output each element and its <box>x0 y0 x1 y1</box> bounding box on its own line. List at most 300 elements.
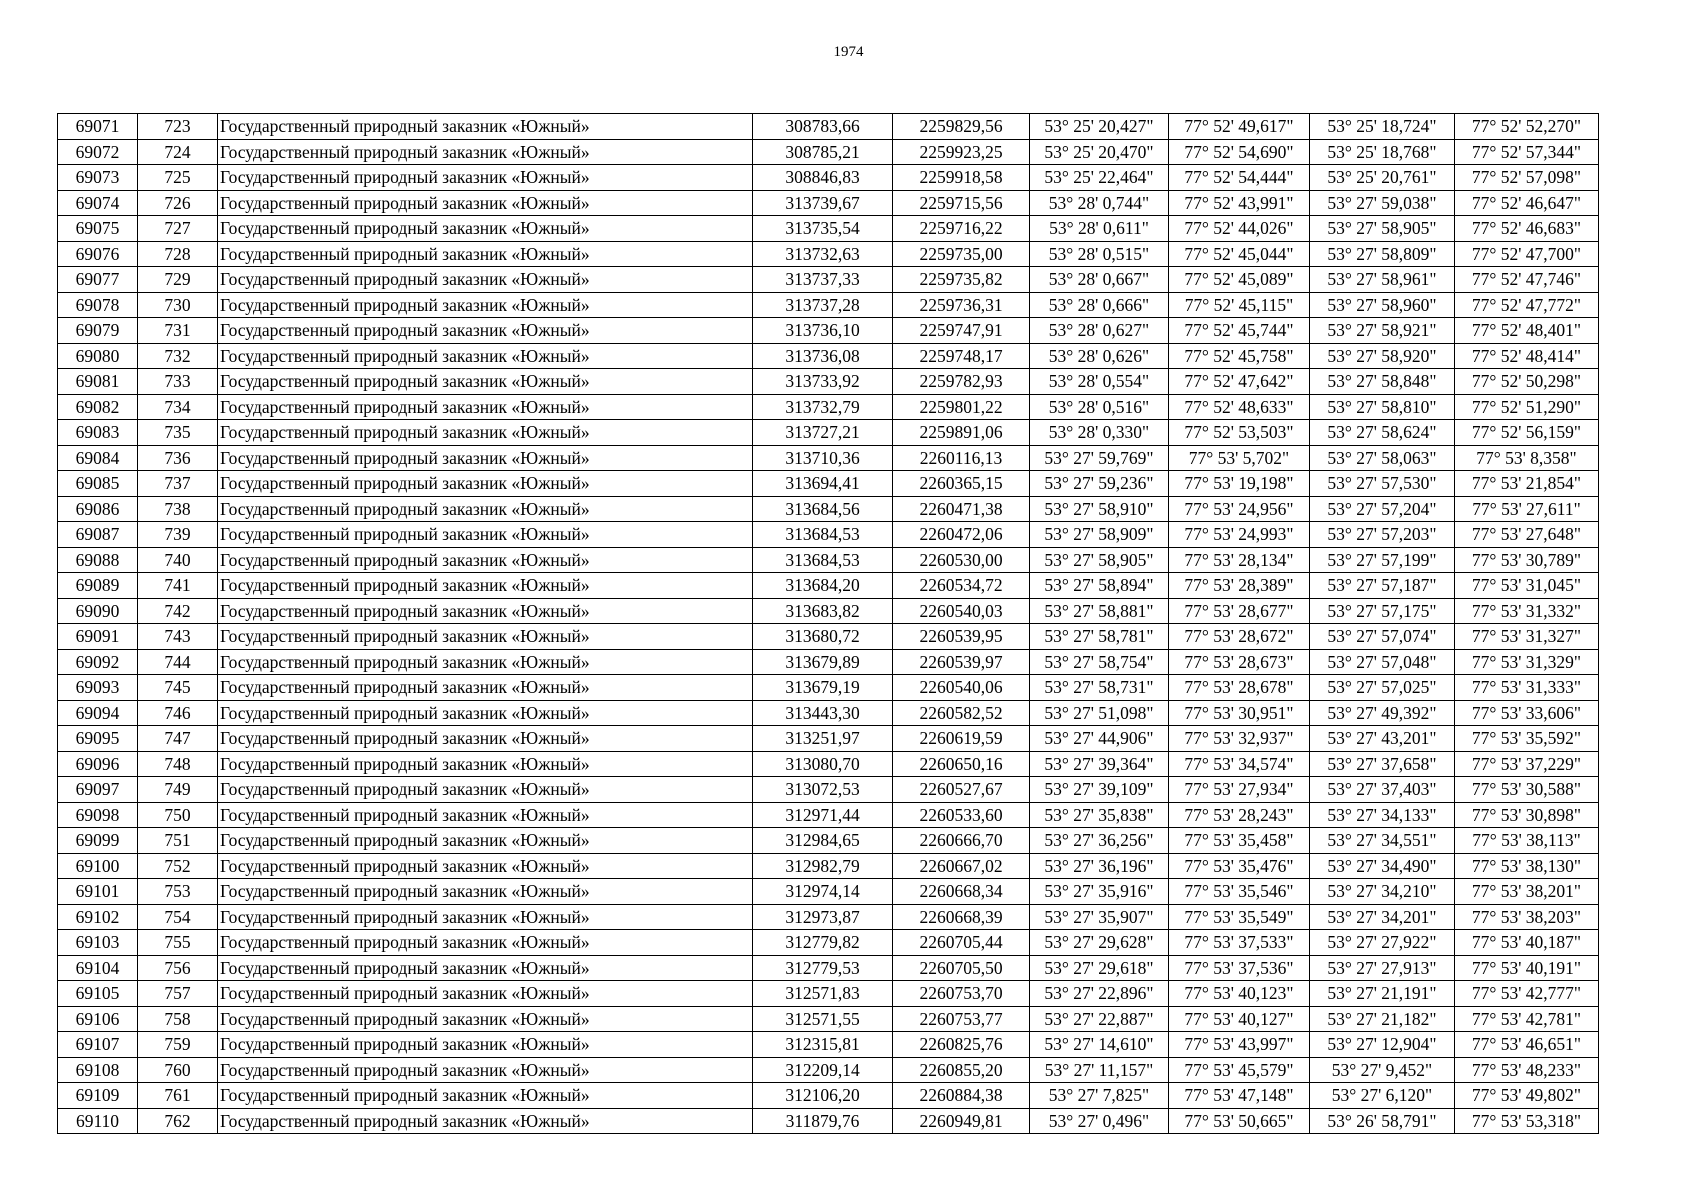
object-name-cell: Государственный природный заказник «Южный» <box>218 216 753 242</box>
longitude-1-cell: 77° 53' 27,934" <box>1169 777 1310 803</box>
y-coordinate-cell: 2260539,95 <box>893 624 1030 650</box>
record-number-cell: 69106 <box>58 1006 138 1032</box>
point-number-cell: 749 <box>138 777 218 803</box>
latitude-2-cell: 53° 27' 37,403" <box>1310 777 1455 803</box>
longitude-2-cell: 77° 52' 47,746" <box>1455 267 1599 293</box>
record-number-cell: 69090 <box>58 598 138 624</box>
table-row <box>58 981 1599 1007</box>
x-coordinate-cell: 313710,36 <box>753 445 893 471</box>
x-coordinate-cell: 313732,79 <box>753 394 893 420</box>
longitude-2-cell: 77° 53' 53,318" <box>1455 1108 1599 1134</box>
latitude-1-cell: 53° 27' 58,731" <box>1030 675 1169 701</box>
latitude-2-cell: 53° 27' 57,048" <box>1310 649 1455 675</box>
record-number-cell: 69092 <box>58 649 138 675</box>
object-name-cell: Государственный природный заказник «Южный» <box>218 318 753 344</box>
point-number-cell: 735 <box>138 420 218 446</box>
table-row <box>58 904 1599 930</box>
y-coordinate-cell: 2260539,97 <box>893 649 1030 675</box>
table-row <box>58 1006 1599 1032</box>
record-number-cell: 69100 <box>58 853 138 879</box>
latitude-1-cell: 53° 28' 0,667" <box>1030 267 1169 293</box>
latitude-2-cell: 53° 27' 58,920" <box>1310 343 1455 369</box>
object-name-cell: Государственный природный заказник «Южный» <box>218 394 753 420</box>
x-coordinate-cell: 312571,55 <box>753 1006 893 1032</box>
object-name-cell: Государственный природный заказник «Южный» <box>218 190 753 216</box>
longitude-1-cell: 77° 53' 28,677" <box>1169 598 1310 624</box>
point-number-cell: 728 <box>138 241 218 267</box>
longitude-1-cell: 77° 53' 32,937" <box>1169 726 1310 752</box>
point-number-cell: 750 <box>138 802 218 828</box>
y-coordinate-cell: 2260472,06 <box>893 522 1030 548</box>
longitude-1-cell: 77° 53' 34,574" <box>1169 751 1310 777</box>
longitude-2-cell: 77° 52' 50,298" <box>1455 369 1599 395</box>
x-coordinate-cell: 312571,83 <box>753 981 893 1007</box>
table-row <box>58 139 1599 165</box>
record-number-cell: 69080 <box>58 343 138 369</box>
record-number-cell: 69078 <box>58 292 138 318</box>
point-number-cell: 736 <box>138 445 218 471</box>
point-number-cell: 760 <box>138 1057 218 1083</box>
longitude-2-cell: 77° 53' 30,789" <box>1455 547 1599 573</box>
y-coordinate-cell: 2259715,56 <box>893 190 1030 216</box>
latitude-2-cell: 53° 25' 20,761" <box>1310 165 1455 191</box>
object-name-cell: Государственный природный заказник «Южный» <box>218 1083 753 1109</box>
latitude-1-cell: 53° 28' 0,627" <box>1030 318 1169 344</box>
longitude-2-cell: 77° 53' 31,327" <box>1455 624 1599 650</box>
table-row <box>58 420 1599 446</box>
latitude-1-cell: 53° 28' 0,516" <box>1030 394 1169 420</box>
x-coordinate-cell: 313679,89 <box>753 649 893 675</box>
x-coordinate-cell: 313251,97 <box>753 726 893 752</box>
latitude-2-cell: 53° 27' 43,201" <box>1310 726 1455 752</box>
record-number-cell: 69089 <box>58 573 138 599</box>
y-coordinate-cell: 2259736,31 <box>893 292 1030 318</box>
table-row <box>58 955 1599 981</box>
object-name-cell: Государственный природный заказник «Южный» <box>218 420 753 446</box>
record-number-cell: 69077 <box>58 267 138 293</box>
point-number-cell: 734 <box>138 394 218 420</box>
point-number-cell: 753 <box>138 879 218 905</box>
object-name-cell: Государственный природный заказник «Южный» <box>218 165 753 191</box>
latitude-2-cell: 53° 27' 57,203" <box>1310 522 1455 548</box>
latitude-1-cell: 53° 27' 36,256" <box>1030 828 1169 854</box>
latitude-1-cell: 53° 27' 7,825" <box>1030 1083 1169 1109</box>
coordinates-table <box>57 113 1599 1134</box>
object-name-cell: Государственный природный заказник «Южный» <box>218 114 753 140</box>
latitude-1-cell: 53° 27' 14,610" <box>1030 1032 1169 1058</box>
x-coordinate-cell: 313684,53 <box>753 522 893 548</box>
object-name-cell: Государственный природный заказник «Южный» <box>218 1108 753 1134</box>
y-coordinate-cell: 2259735,00 <box>893 241 1030 267</box>
latitude-2-cell: 53° 27' 34,210" <box>1310 879 1455 905</box>
longitude-1-cell: 77° 53' 24,993" <box>1169 522 1310 548</box>
point-number-cell: 761 <box>138 1083 218 1109</box>
longitude-1-cell: 77° 52' 45,758" <box>1169 343 1310 369</box>
latitude-1-cell: 53° 27' 11,157" <box>1030 1057 1169 1083</box>
record-number-cell: 69096 <box>58 751 138 777</box>
longitude-2-cell: 77° 52' 47,772" <box>1455 292 1599 318</box>
table-row <box>58 828 1599 854</box>
longitude-1-cell: 77° 53' 30,951" <box>1169 700 1310 726</box>
x-coordinate-cell: 312973,87 <box>753 904 893 930</box>
latitude-1-cell: 53° 27' 58,781" <box>1030 624 1169 650</box>
latitude-1-cell: 53° 28' 0,626" <box>1030 343 1169 369</box>
table-row <box>58 802 1599 828</box>
longitude-2-cell: 77° 52' 46,647" <box>1455 190 1599 216</box>
longitude-2-cell: 77° 53' 31,332" <box>1455 598 1599 624</box>
table-row <box>58 547 1599 573</box>
latitude-2-cell: 53° 27' 57,074" <box>1310 624 1455 650</box>
longitude-2-cell: 77° 53' 37,229" <box>1455 751 1599 777</box>
longitude-1-cell: 77° 53' 28,134" <box>1169 547 1310 573</box>
record-number-cell: 69110 <box>58 1108 138 1134</box>
object-name-cell: Государственный природный заказник «Южный» <box>218 1006 753 1032</box>
latitude-2-cell: 53° 27' 37,658" <box>1310 751 1455 777</box>
x-coordinate-cell: 308783,66 <box>753 114 893 140</box>
x-coordinate-cell: 312106,20 <box>753 1083 893 1109</box>
latitude-2-cell: 53° 27' 12,904" <box>1310 1032 1455 1058</box>
x-coordinate-cell: 313684,53 <box>753 547 893 573</box>
table-row <box>58 343 1599 369</box>
table-row <box>58 649 1599 675</box>
latitude-2-cell: 53° 27' 27,922" <box>1310 930 1455 956</box>
latitude-2-cell: 53° 27' 21,182" <box>1310 1006 1455 1032</box>
point-number-cell: 725 <box>138 165 218 191</box>
table-row <box>58 216 1599 242</box>
latitude-2-cell: 53° 25' 18,768" <box>1310 139 1455 165</box>
table-row <box>58 751 1599 777</box>
table-row <box>58 1057 1599 1083</box>
table-row <box>58 267 1599 293</box>
point-number-cell: 743 <box>138 624 218 650</box>
record-number-cell: 69107 <box>58 1032 138 1058</box>
object-name-cell: Государственный природный заказник «Южный» <box>218 649 753 675</box>
object-name-cell: Государственный природный заказник «Южный» <box>218 726 753 752</box>
point-number-cell: 759 <box>138 1032 218 1058</box>
y-coordinate-cell: 2260753,70 <box>893 981 1030 1007</box>
x-coordinate-cell: 312982,79 <box>753 853 893 879</box>
longitude-1-cell: 77° 53' 40,123" <box>1169 981 1310 1007</box>
table-row <box>58 777 1599 803</box>
longitude-1-cell: 77° 52' 53,503" <box>1169 420 1310 446</box>
longitude-2-cell: 77° 53' 30,898" <box>1455 802 1599 828</box>
y-coordinate-cell: 2260619,59 <box>893 726 1030 752</box>
object-name-cell: Государственный природный заказник «Южный» <box>218 598 753 624</box>
table-body <box>58 114 1599 1134</box>
latitude-2-cell: 53° 27' 58,848" <box>1310 369 1455 395</box>
record-number-cell: 69093 <box>58 675 138 701</box>
table-row <box>58 624 1599 650</box>
longitude-2-cell: 77° 53' 21,854" <box>1455 471 1599 497</box>
x-coordinate-cell: 313683,82 <box>753 598 893 624</box>
point-number-cell: 748 <box>138 751 218 777</box>
longitude-1-cell: 77° 53' 43,997" <box>1169 1032 1310 1058</box>
longitude-1-cell: 77° 53' 35,546" <box>1169 879 1310 905</box>
latitude-2-cell: 53° 27' 57,175" <box>1310 598 1455 624</box>
object-name-cell: Государственный природный заказник «Южный» <box>218 904 753 930</box>
longitude-1-cell: 77° 52' 49,617" <box>1169 114 1310 140</box>
longitude-2-cell: 77° 53' 49,802" <box>1455 1083 1599 1109</box>
record-number-cell: 69082 <box>58 394 138 420</box>
latitude-2-cell: 53° 25' 18,724" <box>1310 114 1455 140</box>
point-number-cell: 745 <box>138 675 218 701</box>
point-number-cell: 737 <box>138 471 218 497</box>
latitude-1-cell: 53° 27' 29,618" <box>1030 955 1169 981</box>
object-name-cell: Государственный природный заказник «Южный» <box>218 1057 753 1083</box>
y-coordinate-cell: 2259801,22 <box>893 394 1030 420</box>
record-number-cell: 69085 <box>58 471 138 497</box>
latitude-1-cell: 53° 27' 22,887" <box>1030 1006 1169 1032</box>
longitude-2-cell: 77° 53' 40,191" <box>1455 955 1599 981</box>
object-name-cell: Государственный природный заказник «Южный» <box>218 981 753 1007</box>
point-number-cell: 756 <box>138 955 218 981</box>
record-number-cell: 69073 <box>58 165 138 191</box>
point-number-cell: 723 <box>138 114 218 140</box>
point-number-cell: 733 <box>138 369 218 395</box>
longitude-1-cell: 77° 53' 28,243" <box>1169 802 1310 828</box>
longitude-2-cell: 77° 52' 52,270" <box>1455 114 1599 140</box>
x-coordinate-cell: 311879,76 <box>753 1108 893 1134</box>
object-name-cell: Государственный природный заказник «Южный» <box>218 853 753 879</box>
y-coordinate-cell: 2260650,16 <box>893 751 1030 777</box>
table-row <box>58 190 1599 216</box>
x-coordinate-cell: 313739,67 <box>753 190 893 216</box>
object-name-cell: Государственный природный заказник «Южный» <box>218 930 753 956</box>
record-number-cell: 69075 <box>58 216 138 242</box>
table-row <box>58 1032 1599 1058</box>
object-name-cell: Государственный природный заказник «Южный» <box>218 267 753 293</box>
record-number-cell: 69102 <box>58 904 138 930</box>
longitude-1-cell: 77° 53' 40,127" <box>1169 1006 1310 1032</box>
record-number-cell: 69109 <box>58 1083 138 1109</box>
longitude-2-cell: 77° 53' 42,777" <box>1455 981 1599 1007</box>
object-name-cell: Государственный природный заказник «Южный» <box>218 547 753 573</box>
longitude-2-cell: 77° 53' 38,130" <box>1455 853 1599 879</box>
latitude-2-cell: 53° 27' 58,921" <box>1310 318 1455 344</box>
latitude-1-cell: 53° 27' 0,496" <box>1030 1108 1169 1134</box>
y-coordinate-cell: 2260116,13 <box>893 445 1030 471</box>
table-row <box>58 394 1599 420</box>
longitude-2-cell: 77° 52' 57,098" <box>1455 165 1599 191</box>
latitude-2-cell: 53° 27' 59,038" <box>1310 190 1455 216</box>
x-coordinate-cell: 313684,56 <box>753 496 893 522</box>
longitude-2-cell: 77° 53' 33,606" <box>1455 700 1599 726</box>
x-coordinate-cell: 313727,21 <box>753 420 893 446</box>
y-coordinate-cell: 2260949,81 <box>893 1108 1030 1134</box>
longitude-1-cell: 77° 53' 47,148" <box>1169 1083 1310 1109</box>
latitude-1-cell: 53° 27' 59,236" <box>1030 471 1169 497</box>
x-coordinate-cell: 312974,14 <box>753 879 893 905</box>
object-name-cell: Государственный природный заказник «Южный» <box>218 369 753 395</box>
longitude-1-cell: 77° 53' 28,673" <box>1169 649 1310 675</box>
point-number-cell: 731 <box>138 318 218 344</box>
longitude-2-cell: 77° 52' 56,159" <box>1455 420 1599 446</box>
x-coordinate-cell: 312984,65 <box>753 828 893 854</box>
y-coordinate-cell: 2260365,15 <box>893 471 1030 497</box>
object-name-cell: Государственный природный заказник «Южный» <box>218 1032 753 1058</box>
table-row <box>58 1108 1599 1134</box>
longitude-2-cell: 77° 53' 42,781" <box>1455 1006 1599 1032</box>
latitude-2-cell: 53° 27' 34,490" <box>1310 853 1455 879</box>
object-name-cell: Государственный природный заказник «Южный» <box>218 777 753 803</box>
y-coordinate-cell: 2260540,06 <box>893 675 1030 701</box>
record-number-cell: 69101 <box>58 879 138 905</box>
x-coordinate-cell: 308785,21 <box>753 139 893 165</box>
y-coordinate-cell: 2260530,00 <box>893 547 1030 573</box>
point-number-cell: 747 <box>138 726 218 752</box>
longitude-2-cell: 77° 53' 38,201" <box>1455 879 1599 905</box>
object-name-cell: Государственный природный заказник «Южный» <box>218 471 753 497</box>
longitude-2-cell: 77° 53' 40,187" <box>1455 930 1599 956</box>
table-row <box>58 573 1599 599</box>
record-number-cell: 69094 <box>58 700 138 726</box>
latitude-2-cell: 53° 27' 58,905" <box>1310 216 1455 242</box>
record-number-cell: 69079 <box>58 318 138 344</box>
latitude-1-cell: 53° 28' 0,515" <box>1030 241 1169 267</box>
object-name-cell: Государственный природный заказник «Южный» <box>218 675 753 701</box>
point-number-cell: 751 <box>138 828 218 854</box>
object-name-cell: Государственный природный заказник «Южный» <box>218 343 753 369</box>
record-number-cell: 69097 <box>58 777 138 803</box>
point-number-cell: 742 <box>138 598 218 624</box>
table-row <box>58 496 1599 522</box>
y-coordinate-cell: 2260668,34 <box>893 879 1030 905</box>
longitude-1-cell: 77° 52' 45,115" <box>1169 292 1310 318</box>
object-name-cell: Государственный природный заказник «Южный» <box>218 241 753 267</box>
table-row <box>58 930 1599 956</box>
record-number-cell: 69105 <box>58 981 138 1007</box>
latitude-2-cell: 53° 27' 9,452" <box>1310 1057 1455 1083</box>
x-coordinate-cell: 312971,44 <box>753 802 893 828</box>
point-number-cell: 762 <box>138 1108 218 1134</box>
point-number-cell: 732 <box>138 343 218 369</box>
object-name-cell: Государственный природный заказник «Южный» <box>218 828 753 854</box>
longitude-1-cell: 77° 52' 45,744" <box>1169 318 1310 344</box>
y-coordinate-cell: 2260825,76 <box>893 1032 1030 1058</box>
record-number-cell: 69076 <box>58 241 138 267</box>
point-number-cell: 757 <box>138 981 218 1007</box>
y-coordinate-cell: 2260527,67 <box>893 777 1030 803</box>
y-coordinate-cell: 2259747,91 <box>893 318 1030 344</box>
point-number-cell: 730 <box>138 292 218 318</box>
longitude-1-cell: 77° 53' 5,702" <box>1169 445 1310 471</box>
longitude-2-cell: 77° 53' 48,233" <box>1455 1057 1599 1083</box>
x-coordinate-cell: 312315,81 <box>753 1032 893 1058</box>
latitude-1-cell: 53° 27' 58,754" <box>1030 649 1169 675</box>
x-coordinate-cell: 313694,41 <box>753 471 893 497</box>
object-name-cell: Государственный природный заказник «Южный» <box>218 751 753 777</box>
latitude-1-cell: 53° 27' 44,906" <box>1030 726 1169 752</box>
object-name-cell: Государственный природный заказник «Южный» <box>218 139 753 165</box>
longitude-1-cell: 77° 53' 45,579" <box>1169 1057 1310 1083</box>
latitude-1-cell: 53° 27' 35,916" <box>1030 879 1169 905</box>
latitude-1-cell: 53° 27' 58,910" <box>1030 496 1169 522</box>
latitude-1-cell: 53° 27' 58,905" <box>1030 547 1169 573</box>
y-coordinate-cell: 2260884,38 <box>893 1083 1030 1109</box>
record-number-cell: 69095 <box>58 726 138 752</box>
latitude-1-cell: 53° 28' 0,744" <box>1030 190 1169 216</box>
y-coordinate-cell: 2259891,06 <box>893 420 1030 446</box>
x-coordinate-cell: 312209,14 <box>753 1057 893 1083</box>
record-number-cell: 69071 <box>58 114 138 140</box>
x-coordinate-cell: 313736,08 <box>753 343 893 369</box>
point-number-cell: 738 <box>138 496 218 522</box>
object-name-cell: Государственный природный заказник «Южный» <box>218 879 753 905</box>
longitude-2-cell: 77° 53' 31,329" <box>1455 649 1599 675</box>
table-row <box>58 318 1599 344</box>
latitude-2-cell: 53° 27' 34,201" <box>1310 904 1455 930</box>
longitude-2-cell: 77° 52' 48,401" <box>1455 318 1599 344</box>
latitude-2-cell: 53° 27' 57,025" <box>1310 675 1455 701</box>
record-number-cell: 69091 <box>58 624 138 650</box>
point-number-cell: 727 <box>138 216 218 242</box>
longitude-2-cell: 77° 52' 48,414" <box>1455 343 1599 369</box>
longitude-2-cell: 77° 53' 8,358" <box>1455 445 1599 471</box>
page-number: 1974 <box>833 44 864 60</box>
x-coordinate-cell: 313072,53 <box>753 777 893 803</box>
y-coordinate-cell: 2259923,25 <box>893 139 1030 165</box>
y-coordinate-cell: 2260534,72 <box>893 573 1030 599</box>
latitude-2-cell: 53° 27' 57,204" <box>1310 496 1455 522</box>
latitude-1-cell: 53° 28' 0,666" <box>1030 292 1169 318</box>
latitude-2-cell: 53° 27' 58,960" <box>1310 292 1455 318</box>
table-row <box>58 445 1599 471</box>
table-row <box>58 292 1599 318</box>
y-coordinate-cell: 2259918,58 <box>893 165 1030 191</box>
latitude-1-cell: 53° 25' 20,470" <box>1030 139 1169 165</box>
longitude-1-cell: 77° 52' 47,642" <box>1169 369 1310 395</box>
table-row <box>58 1083 1599 1109</box>
record-number-cell: 69088 <box>58 547 138 573</box>
x-coordinate-cell: 313684,20 <box>753 573 893 599</box>
longitude-1-cell: 77° 53' 50,665" <box>1169 1108 1310 1134</box>
latitude-1-cell: 53° 28' 0,611" <box>1030 216 1169 242</box>
latitude-1-cell: 53° 27' 39,109" <box>1030 777 1169 803</box>
longitude-1-cell: 77° 52' 43,991" <box>1169 190 1310 216</box>
latitude-2-cell: 53° 27' 58,624" <box>1310 420 1455 446</box>
y-coordinate-cell: 2259748,17 <box>893 343 1030 369</box>
object-name-cell: Государственный природный заказник «Южный» <box>218 700 753 726</box>
point-number-cell: 755 <box>138 930 218 956</box>
table-row <box>58 241 1599 267</box>
record-number-cell: 69072 <box>58 139 138 165</box>
table-row <box>58 726 1599 752</box>
latitude-2-cell: 53° 27' 34,133" <box>1310 802 1455 828</box>
record-number-cell: 69087 <box>58 522 138 548</box>
y-coordinate-cell: 2260667,02 <box>893 853 1030 879</box>
latitude-1-cell: 53° 27' 58,909" <box>1030 522 1169 548</box>
longitude-2-cell: 77° 52' 57,344" <box>1455 139 1599 165</box>
longitude-1-cell: 77° 52' 54,690" <box>1169 139 1310 165</box>
longitude-2-cell: 77° 52' 46,683" <box>1455 216 1599 242</box>
latitude-2-cell: 53° 27' 27,913" <box>1310 955 1455 981</box>
point-number-cell: 752 <box>138 853 218 879</box>
record-number-cell: 69084 <box>58 445 138 471</box>
record-number-cell: 69108 <box>58 1057 138 1083</box>
record-number-cell: 69081 <box>58 369 138 395</box>
longitude-2-cell: 77° 53' 27,648" <box>1455 522 1599 548</box>
latitude-2-cell: 53° 27' 58,063" <box>1310 445 1455 471</box>
object-name-cell: Государственный природный заказник «Южный» <box>218 802 753 828</box>
longitude-1-cell: 77° 53' 35,458" <box>1169 828 1310 854</box>
y-coordinate-cell: 2260705,50 <box>893 955 1030 981</box>
point-number-cell: 744 <box>138 649 218 675</box>
latitude-2-cell: 53° 27' 57,199" <box>1310 547 1455 573</box>
longitude-1-cell: 77° 53' 24,956" <box>1169 496 1310 522</box>
longitude-1-cell: 77° 53' 28,678" <box>1169 675 1310 701</box>
y-coordinate-cell: 2260582,52 <box>893 700 1030 726</box>
object-name-cell: Государственный природный заказник «Южный» <box>218 522 753 548</box>
